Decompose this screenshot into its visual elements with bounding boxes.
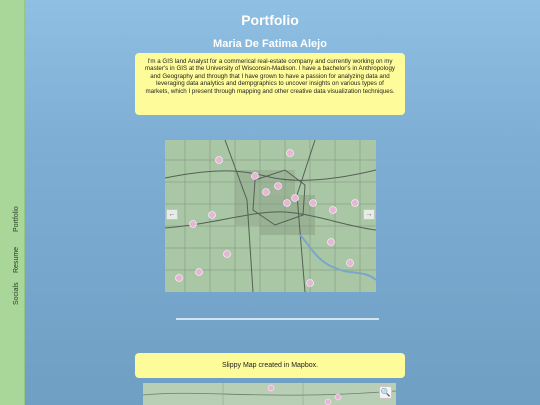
sidebar-item-portfolio[interactable]: Portfolio <box>13 206 20 232</box>
map-search-button[interactable] <box>379 386 392 399</box>
sidebar <box>0 0 25 405</box>
chevron-left-icon: ← <box>168 211 176 218</box>
carousel-prev-button[interactable] <box>166 209 178 220</box>
sidebar-item-resume[interactable]: Resume <box>13 246 20 273</box>
sidebar-nav <box>0 206 25 310</box>
search-icon: 🔍 <box>380 388 391 397</box>
bio-card <box>135 53 405 115</box>
page-title: Portfolio <box>241 12 299 28</box>
author-name: Maria De Fatima Alejo <box>213 38 327 50</box>
carousel-next-button[interactable] <box>363 209 375 220</box>
map-image <box>165 140 376 292</box>
sidebar-item-socials[interactable]: Socials <box>13 282 20 305</box>
map-carousel[interactable] <box>165 140 376 292</box>
slippy-map-image <box>143 383 396 405</box>
map-caption: Slippy Map created in Mapbox. <box>221 362 319 369</box>
chevron-right-icon: → <box>365 211 373 218</box>
slippy-map[interactable] <box>143 383 396 405</box>
bio-text: I'm a GIS land Analyst for a commerical real-estate company and currently working on my master's in GIS at the University of Wisconsin-Madison. I have a bachelor's in Anthropology and Geography and through that I have grown to have a passion for analyzing data and leveraging data analytics and dempgraphics to uncover insights on various types of markets, which I present through mapping and other creative data visualization techniques. <box>145 58 395 95</box>
section-divider <box>176 318 379 320</box>
map-caption-card <box>135 353 405 378</box>
